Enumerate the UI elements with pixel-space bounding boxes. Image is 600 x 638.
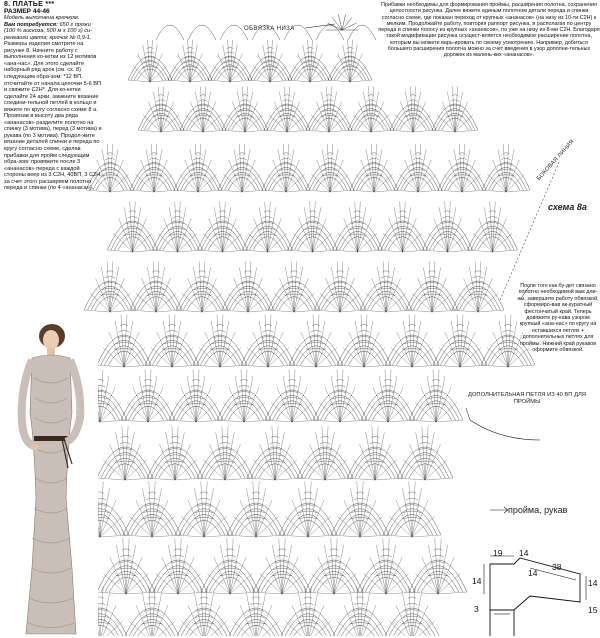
label-side-line: БОКОВАЯ ЛИНИЯ bbox=[536, 138, 576, 183]
dim-14-side: 14 bbox=[588, 578, 598, 588]
dim-38: 38 bbox=[552, 562, 562, 572]
pineapple-motif bbox=[208, 40, 252, 82]
pineapple-motif bbox=[468, 201, 518, 252]
label-extra-loop: ДОПОЛНИТЕЛЬНАЯ ПЕТЛЯ ИЗ 40 ВП ДЛЯ ПРОЙМЫ bbox=[467, 392, 586, 405]
pineapple-motif bbox=[123, 481, 181, 537]
pineapple-motif bbox=[197, 426, 253, 480]
pineapple-motif bbox=[123, 586, 181, 636]
pineapple-motif bbox=[482, 144, 530, 192]
dim-14-left: 14 bbox=[472, 576, 482, 586]
pineapple-motif bbox=[306, 144, 354, 192]
pattern-schematic bbox=[470, 550, 600, 636]
pineapple-motif bbox=[432, 86, 478, 132]
yarn-details: (100 % вискоза, 500 м x 100 г) си-реневого цвета; крючок № 0,9-1. bbox=[4, 28, 93, 41]
pineapple-motif bbox=[222, 86, 268, 132]
pineapple-motif bbox=[406, 261, 458, 312]
dim-14-right: 14 bbox=[528, 568, 538, 578]
pineapple-motif bbox=[279, 586, 337, 636]
pineapple-motif bbox=[306, 86, 352, 132]
pineapple-motif bbox=[241, 315, 295, 367]
pineapple-motif bbox=[390, 86, 436, 132]
pineapple-motif bbox=[198, 201, 248, 252]
pineapple-motif bbox=[147, 426, 203, 480]
pineapple-motif bbox=[361, 370, 415, 422]
pineapple-motif bbox=[279, 481, 337, 537]
pineapple-motif bbox=[108, 201, 158, 252]
pineapple-motif bbox=[360, 261, 412, 312]
model-photo bbox=[2, 318, 98, 638]
instructions-left bbox=[4, 2, 102, 192]
pineapple-motif bbox=[176, 261, 228, 312]
pineapple-motif bbox=[168, 40, 212, 82]
dim-3: 3 bbox=[474, 604, 479, 614]
pineapple-motif bbox=[121, 370, 175, 422]
pineapple-motif bbox=[217, 370, 271, 422]
pineapple-motif bbox=[333, 201, 383, 252]
pineapple-motif bbox=[383, 481, 441, 537]
pineapple-motif bbox=[262, 144, 310, 192]
pineapple-motif bbox=[243, 201, 293, 252]
pineapple-motif bbox=[331, 586, 389, 636]
pineapple-motif bbox=[253, 538, 311, 594]
size-line: РАЗМЕР 44-46 bbox=[4, 7, 50, 15]
pineapple-motif bbox=[313, 370, 367, 422]
pineapple-motif bbox=[248, 40, 292, 82]
pineapple-motif bbox=[97, 426, 153, 480]
instructions-right: Прибавки необходимы для формирования проймы, расширения полотна, сохранения целостности рисунка. Далее вяжите единым полотном детали переда и спинки согласно схеме, где показан переход от крупных «ананасов» (на низу из 10-ти С2Н) к мелким. Продолжайте работу, повторяя раппорт рисунка, и располагая по центру переда и спинки полосу из крупных «ананасов», по уже на низу из 8-ми С2Н. Благодаря такой модификации рисунка осущест-вляется необходимое расширение полотна, которым вы можете варь-ировать по своему усмотрению. Например, добиться большего расширения полотна можно за счет введения в узор дополни-тельных дорожек из малень-ких «ананасов». bbox=[378, 2, 600, 59]
pineapple-motif bbox=[357, 538, 415, 594]
article-title: 8. ПЛАТЬЕ *** bbox=[4, 1, 55, 8]
pineapple-motif bbox=[138, 86, 184, 132]
pineapple-motif bbox=[265, 370, 319, 422]
instructions-finish: После того как бу-дет связано полотно необходимой вам дли-ны, завершите работу обвязкой, сформиро-вав ак-куратный фестончатый край. Теперь довяжите ру-кава узором крупный «ана-нас» по кругу на оставшихся петлях + дополнительных петлях для проймы. Нижний край рукавов оформите обвязкой. bbox=[517, 283, 599, 354]
pineapple-motif bbox=[222, 261, 274, 312]
pineapple-motif bbox=[153, 201, 203, 252]
edge-motif bbox=[326, 14, 358, 30]
pineapple-motif bbox=[288, 201, 338, 252]
pineapple-motif bbox=[145, 315, 199, 367]
pineapple-motif bbox=[130, 144, 178, 192]
pineapple-motif bbox=[378, 201, 428, 252]
pineapple-motif bbox=[218, 144, 266, 192]
pineapple-motif bbox=[331, 481, 389, 537]
pineapple-motif bbox=[180, 86, 226, 132]
pineapple-motif bbox=[305, 538, 363, 594]
model-note: Модель выполнена крючком. bbox=[4, 15, 80, 22]
pineapple-motif bbox=[97, 538, 155, 594]
pineapple-motif bbox=[438, 144, 486, 192]
pineapple-motif bbox=[383, 586, 441, 636]
pineapple-motif bbox=[433, 315, 487, 367]
pineapple-motif bbox=[247, 426, 303, 480]
pineapple-motif bbox=[328, 40, 372, 82]
pineapple-motif bbox=[169, 370, 223, 422]
pineapple-motif bbox=[288, 40, 332, 82]
label-armhole-sleeve: пройма, рукав bbox=[508, 505, 568, 515]
pineapple-motif bbox=[264, 86, 310, 132]
pineapple-motif bbox=[347, 426, 403, 480]
materials-value: 650 г пряжи bbox=[59, 21, 91, 28]
pineapple-motif bbox=[350, 144, 398, 192]
pineapple-motif bbox=[348, 86, 394, 132]
pineapple-motif bbox=[175, 586, 233, 636]
pineapple-motif bbox=[201, 538, 259, 594]
pineapple-motif bbox=[385, 315, 439, 367]
pineapple-motif bbox=[227, 586, 285, 636]
label-edge-trim: ОБВЯЗКА НИЗА bbox=[244, 26, 295, 32]
dim-15: 15 bbox=[588, 605, 598, 615]
pineapple-motif bbox=[130, 261, 182, 312]
label-scheme: схема 8а bbox=[548, 202, 587, 212]
pineapple-motif bbox=[337, 315, 391, 367]
pineapple-motif bbox=[423, 201, 473, 252]
pineapple-motif bbox=[193, 315, 247, 367]
pineapple-motif bbox=[97, 315, 151, 367]
pineapple-motif bbox=[268, 261, 320, 312]
instructions-body: Размеры изделия смотрите на рисунке 8. Начните работу с выполнения ко-кетки из 12 мотивов «ана-нас». Для этого сделайте наборный ряд арок (см. сх. 8) следующим обра-зом: *12 ВП, отсчитайте от начала цепочки 5-6 ВП и свяжите С2Н*. Для ко-кетки сделайте 24 арки, замкните вязание соедини-тельной петлей в кольцо и вяжите по кругу согласно схеме 8 а. Провязав в высоту два ряда «ананасов» разделите полотно на спинку (3 мотива), перед (3 мотива) и рукава (по 3 мотива). Продол-жите вязание деталей спинки и переда по кругу согласно схеме, сделав прибавки для пройм следующим обра-зом: провяжите после 3 «ананасов» переда с каждой стороны веер из 3 С2Н, 40ВП, 3 С2Н, за счет этого расширяем полотно переда и спинки (по 4 «ананаса»). bbox=[4, 41, 102, 192]
pineapple-motif bbox=[128, 40, 172, 82]
pineapple-motif bbox=[314, 261, 366, 312]
pineapple-motif bbox=[297, 426, 353, 480]
pineapple-motif bbox=[149, 538, 207, 594]
pineapple-motif bbox=[84, 261, 136, 312]
pineapple-motif bbox=[174, 144, 222, 192]
dim-19: 19 bbox=[493, 548, 503, 558]
pineapple-motif bbox=[175, 481, 233, 537]
pineapple-motif bbox=[409, 538, 467, 594]
dim-14-top: 14 bbox=[519, 548, 529, 558]
materials-label: Вам потребуется: bbox=[4, 21, 58, 28]
pineapple-motif bbox=[227, 481, 285, 537]
pineapple-motif bbox=[397, 426, 453, 480]
pineapple-motif bbox=[452, 261, 504, 312]
pineapple-motif bbox=[289, 315, 343, 367]
pineapple-motif bbox=[394, 144, 442, 192]
